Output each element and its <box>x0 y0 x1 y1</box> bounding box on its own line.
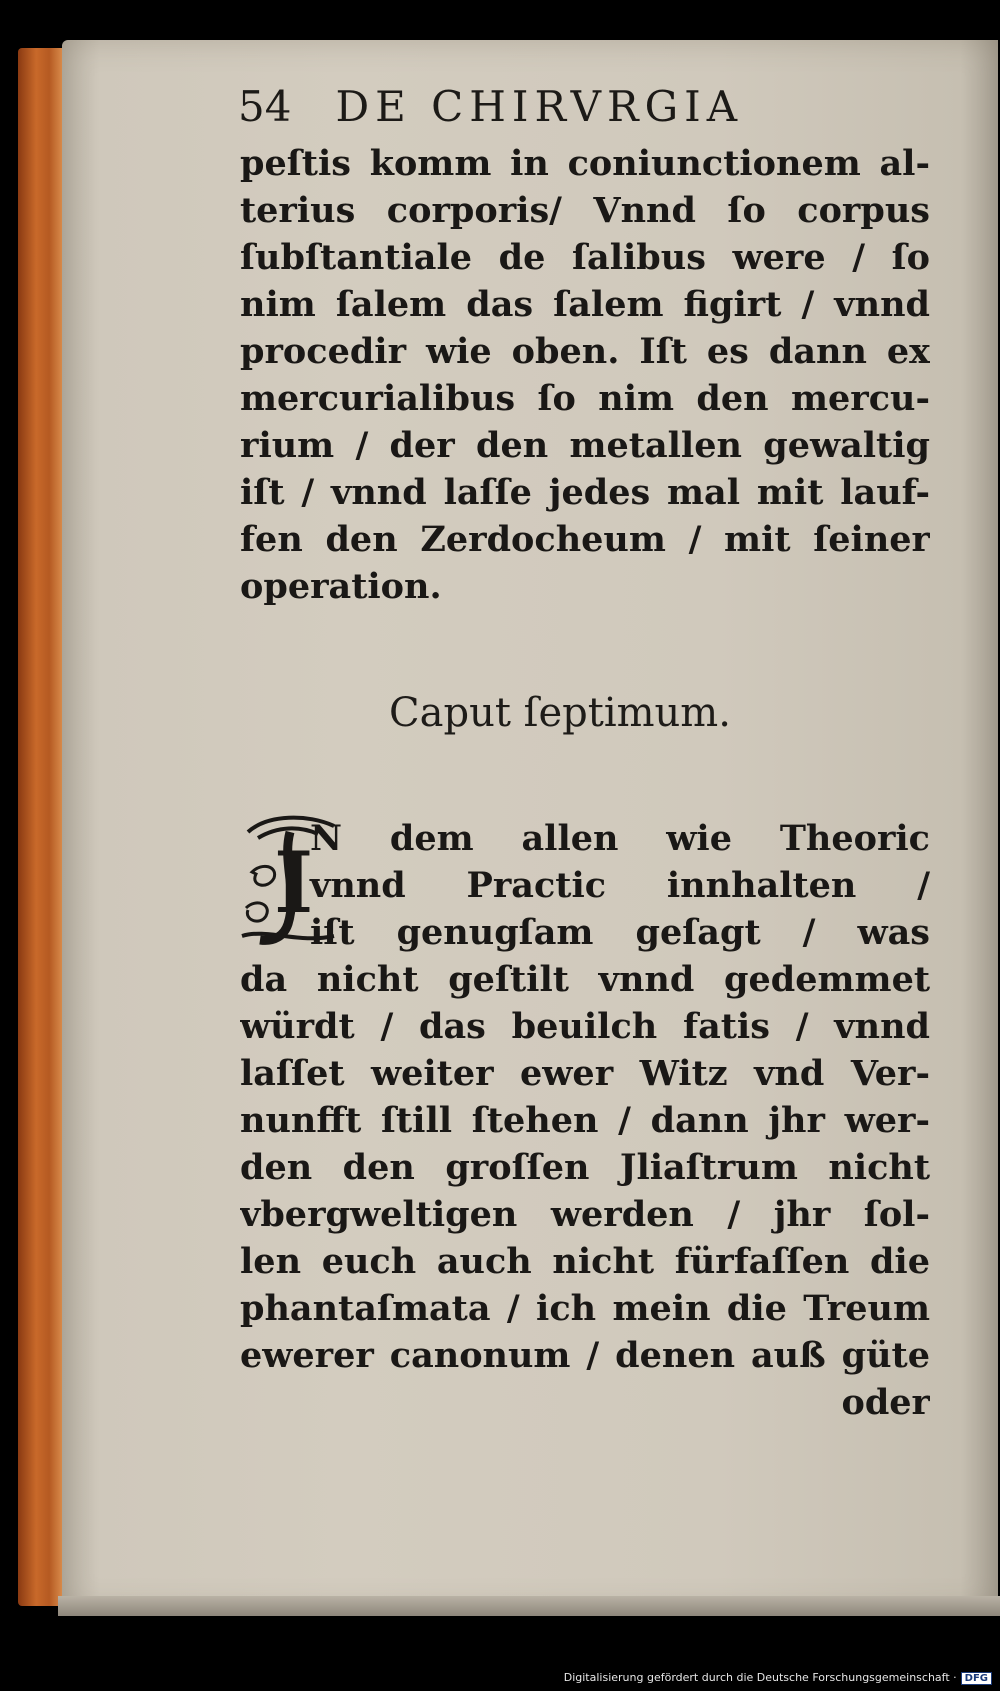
chapter-heading: Caput ſeptimum. <box>389 690 731 736</box>
text-line: nunfft ſtill ſtehen / dann jhr wer- <box>240 1100 930 1141</box>
text-line: len euch auch nicht fürfaſſen die <box>240 1241 930 1282</box>
running-header <box>238 82 743 131</box>
catchword: oder <box>841 1382 930 1423</box>
text-line: fen den Zerdocheum / mit ſeiner <box>240 519 930 560</box>
text-line: phantaſmata / ich mein die Treum <box>240 1288 930 1329</box>
text-line: würdt / das beuilch fatis / vnnd <box>240 1006 930 1047</box>
text-line: ſubſtantiale de ſalibus were / ſo <box>240 237 930 278</box>
text-line: operation. <box>240 566 442 607</box>
text-line: da nicht geſtilt vnnd gedemmet <box>240 959 930 1000</box>
text-line: vnnd Practic innhalten / <box>310 865 930 906</box>
text-line: iſt / vnnd laſſe jedes mal mit lauf- <box>240 472 930 513</box>
paragraph-2 <box>240 815 930 1426</box>
text-line: mercurialibus ſo nim den mercu- <box>240 378 930 419</box>
text-line: nim ſalem das ſalem figirt / vnnd <box>240 284 930 325</box>
text-line: den den groſſen Jliaſtrum nicht <box>240 1147 930 1188</box>
text-line: terius corporis/ Vnnd ſo corpus <box>240 190 930 231</box>
text-line: procedir wie oben. Iſt es dann ex <box>240 331 930 372</box>
text-line: vbergweltigen werden / jhr ſol- <box>240 1194 930 1235</box>
digitization-credit <box>564 1671 992 1685</box>
running-head-title: DE CHIRVRGIA <box>335 82 744 131</box>
dfg-logo: DFG <box>961 1672 992 1685</box>
text-line: iſt genugſam geſagt / was <box>310 912 930 953</box>
paragraph-1 <box>240 140 930 610</box>
text-line: rium / der den metallen gewaltig <box>240 425 930 466</box>
initial-letter-glyph: I <box>274 833 314 932</box>
text-line: peſtis komm in coniunctionem al- <box>240 143 930 184</box>
credit-text: Digitalisierung gefördert durch die Deutsche Forschungsgemeinschaft · <box>563 1671 957 1684</box>
text-line: N dem allen wie Theoric <box>310 818 930 859</box>
text-line: laſſet weiter ewer Witz vnd Ver- <box>240 1053 930 1094</box>
page-number: 54 <box>238 82 292 131</box>
page-bottom-edge <box>58 1596 1000 1616</box>
text-line: ewerer canonum / denen auß güte <box>240 1335 930 1376</box>
